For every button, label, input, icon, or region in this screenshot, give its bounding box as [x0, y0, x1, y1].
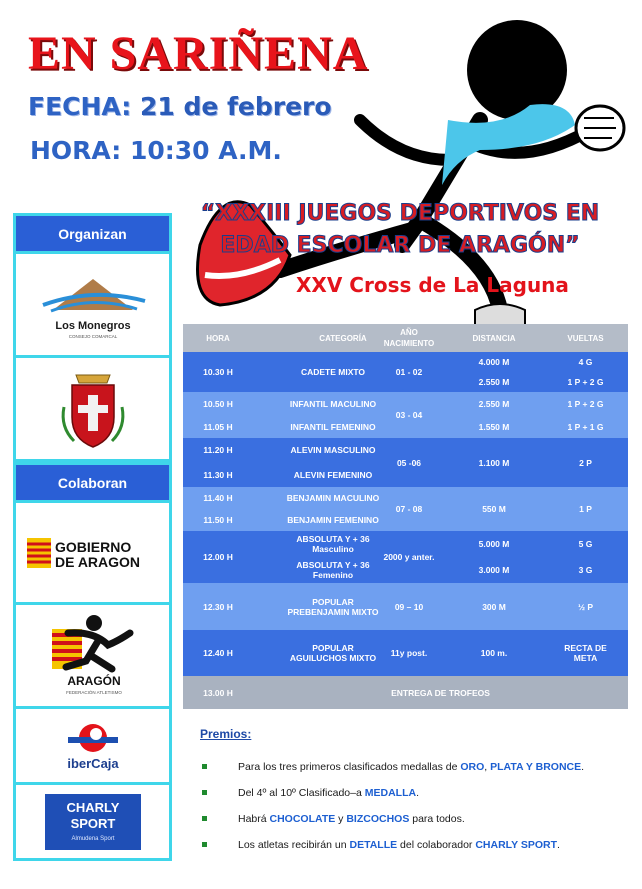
cell-categoria: INFANTIL FEMENINO: [290, 421, 376, 432]
page-title: EN SARIÑENA: [28, 27, 369, 80]
cell-hora: 12.00 H: [203, 552, 233, 562]
prize-text: del colaborador: [397, 839, 476, 851]
vueltas-line: RECTA DE: [564, 643, 607, 653]
header-anio: AÑO NACIMIENTO: [383, 328, 435, 348]
charly-line1: CHARLY: [66, 799, 119, 815]
logo-sarinena-shield: [13, 358, 172, 462]
cat-line: Masculino: [312, 544, 354, 554]
cell-anio: 11y post.: [390, 648, 428, 658]
logo-ibercaja: [13, 709, 172, 785]
cell-categoria: BENJAMIN MACULINO: [286, 493, 380, 503]
prize-text: Del 4º al 10º Clasificado–a: [238, 787, 365, 799]
organizan-header: Organizan: [13, 213, 172, 254]
aragon-name: ARAGÓN: [66, 673, 121, 688]
cat-line: POPULAR: [312, 643, 354, 653]
cell-distancia: 3.000 M: [478, 565, 510, 575]
cell-trofeos: ENTREGA DE TROFEOS: [391, 687, 490, 698]
cell-hora: 11.05 H: [203, 421, 233, 432]
glove-icon: [576, 106, 624, 150]
header-distancia: DISTANCIA: [472, 333, 516, 343]
cell-vueltas: 1 P: [579, 504, 592, 514]
bullet-icon: [202, 816, 207, 821]
cell-anio: 2000 y anter.: [383, 552, 435, 562]
prize-text: Para los tres primeros clasificados medallas de: [238, 761, 461, 773]
cat-line: AGUILUCHOS MIXTO: [289, 653, 377, 663]
list-item: [200, 838, 630, 864]
event-subtitle: XXV Cross de La Laguna: [296, 273, 569, 297]
schedule-table: [183, 324, 628, 709]
header-categoria: CATEGORÍA: [319, 333, 367, 343]
prize-text: .: [557, 839, 560, 851]
aragon-sub: FEDERACIÓN ATLETISMO: [65, 689, 122, 695]
logo-gobierno-aragon: [13, 503, 172, 605]
event-date: [28, 92, 332, 121]
event-title: [170, 198, 630, 262]
prize-text: .: [581, 761, 585, 773]
cell-vueltas: 2 P: [579, 457, 592, 468]
table-row: [183, 487, 628, 531]
header-vueltas: VUELTAS: [567, 333, 604, 343]
cell-vueltas: 1 P + 2 G: [567, 377, 604, 387]
list-item: [200, 760, 630, 786]
cat-line: PREBENJAMIN MIXTO: [287, 606, 379, 617]
sponsors-sidebar: [13, 213, 172, 861]
cell-hora: 12.30 H: [203, 601, 233, 612]
cell-hora: 11.40 H: [203, 493, 233, 503]
cell-vueltas: 1 P + 2 G: [567, 398, 604, 409]
prize-highlight: CHOCOLATE: [269, 813, 336, 825]
cell-vueltas: 1 P + 1 G: [567, 421, 604, 432]
cell-hora: 10.30 H: [203, 367, 233, 377]
federacion-atletismo-icon: [38, 611, 148, 701]
logo-federacion-aragon: [13, 605, 172, 709]
gobierno-line2: DE ARAGON: [54, 553, 140, 570]
charly-line2: SPORT: [70, 815, 115, 831]
table-row: [183, 531, 628, 583]
prize-highlight: PLATA Y BRONCE: [490, 761, 582, 773]
logo-monegros: [13, 254, 172, 358]
prize-highlight: ORO: [460, 761, 485, 773]
date-label: FECHA:: [28, 92, 132, 121]
cell-distancia: 1.550 M: [478, 421, 510, 432]
prize-highlight: DETALLE: [349, 839, 398, 851]
date-value: 21 de febrero: [139, 92, 332, 121]
gobierno-aragon-icon: [23, 528, 163, 578]
prize-text: Habrá: [238, 813, 270, 825]
monegros-logo-icon: [33, 265, 153, 345]
cell-distancia: 550 M: [482, 504, 506, 514]
table-row: [183, 392, 628, 438]
list-item: [200, 812, 630, 838]
cell-categoria: INFANTIL MACULINO: [289, 398, 377, 409]
cell-distancia: 4.000 M: [478, 357, 510, 367]
cell-distancia: 2.550 M: [478, 398, 510, 409]
cell-hora: 12.40 H: [203, 648, 233, 658]
table-row: [183, 438, 628, 487]
table-row: [183, 583, 628, 630]
cat-line: ABSOLUTA Y + 36: [296, 560, 370, 570]
cat-line: Femenino: [312, 570, 354, 580]
cell-vueltas: ½ P: [577, 601, 594, 612]
ibercaja-icon: [38, 716, 148, 776]
cell-distancia: 1.100 M: [478, 457, 510, 468]
cat-line: ABSOLUTA Y + 36: [296, 534, 370, 544]
prize-text: Los atletas recibirán un: [238, 839, 350, 851]
cell-anio: 05 -06: [396, 457, 422, 468]
bullet-icon: [202, 790, 207, 795]
cell-categoria: CADETE MIXTO: [300, 367, 366, 377]
table-row: [183, 352, 628, 392]
cell-vueltas: 4 G: [578, 357, 593, 367]
prize-text: y: [335, 813, 347, 825]
cell-vueltas: 5 G: [578, 539, 593, 549]
cell-anio: 09 – 10: [394, 601, 424, 612]
list-item: [200, 786, 630, 812]
prize-text: para todos.: [409, 813, 465, 825]
ibercaja-name: iberCaja: [66, 755, 119, 771]
colaboran-header: Colaboran: [13, 462, 172, 503]
cell-anio: 07 - 08: [395, 504, 423, 514]
cell-distancia: 100 m.: [480, 648, 508, 658]
prize-text: .: [416, 787, 419, 799]
cell-categoria: ALEVIN MASCULINO: [290, 445, 376, 455]
bullet-icon: [202, 842, 207, 847]
cell-distancia: 300 M: [482, 601, 506, 612]
cell-categoria: BENJAMIN FEMENINO: [287, 515, 379, 525]
table-header-row: [183, 324, 628, 352]
logo-charly-sport: [13, 785, 172, 861]
cell-distancia: 2.550 M: [478, 377, 510, 387]
event-title-line2: EDAD ESCOLAR DE ARAGÓN”: [220, 233, 580, 258]
cell-hora: 10.50 H: [203, 398, 233, 409]
prizes-list: [200, 760, 630, 864]
charly-sport-icon: [43, 792, 143, 852]
cell-hora: 13.00 H: [203, 687, 233, 698]
table-row: [183, 676, 628, 709]
bullet-icon: [202, 764, 207, 769]
cell-anio: 01 - 02: [395, 367, 423, 377]
cell-vueltas: [543, 630, 628, 676]
gobierno-line1: GOBIERNO: [54, 538, 131, 555]
cell-anio: 03 - 04: [395, 410, 423, 420]
cell-hora: 11.30 H: [203, 469, 233, 480]
charly-sub: Almudena Sport: [70, 835, 115, 842]
cell-hora: 11.50 H: [203, 515, 233, 525]
header-hora: HORA: [206, 333, 230, 343]
table-row: [183, 630, 628, 676]
prize-highlight: BIZCOCHOS: [346, 813, 410, 825]
cell-vueltas: 3 G: [578, 565, 593, 575]
prize-text: ,: [484, 761, 491, 773]
cell-categoria: ALEVIN FEMENINO: [293, 469, 373, 480]
prize-highlight: MEDALLA: [364, 787, 417, 799]
monegros-sub: CONSEJO COMARCAL: [68, 333, 117, 339]
monegros-name: Los Monegros: [54, 319, 131, 332]
event-title-line1: “XXXIII JUEGOS DEPORTIVOS EN: [200, 201, 600, 226]
cell-hora: 11.20 H: [203, 445, 233, 455]
cell-distancia: 5.000 M: [478, 539, 510, 549]
coat-of-arms-icon: [58, 367, 128, 451]
event-time: HORA: 10:30 A.M.: [30, 136, 282, 165]
prizes-title: Premios:: [200, 727, 252, 741]
prize-highlight: CHARLY SPORT: [475, 839, 558, 851]
cat-line: POPULAR: [312, 596, 354, 607]
vueltas-line: META: [573, 653, 598, 663]
